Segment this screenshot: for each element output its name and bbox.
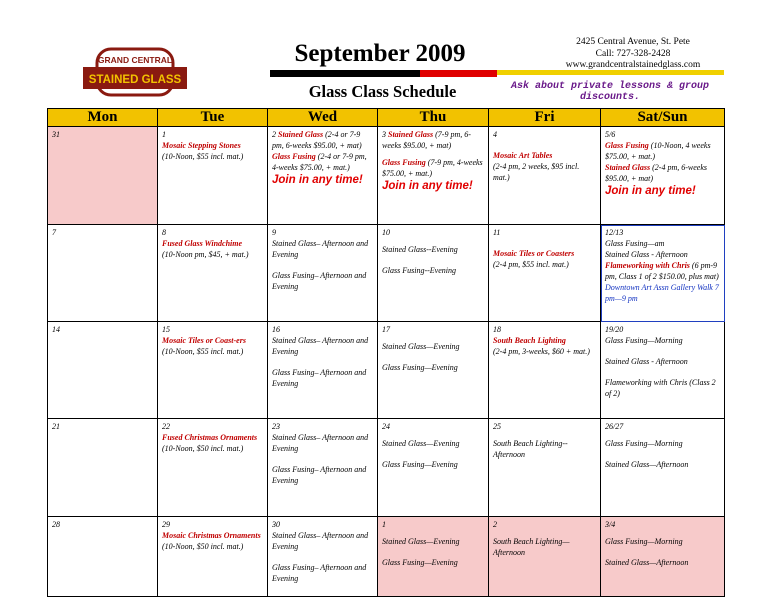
day-cell: 23 Stained Glass– Afternoon and Evening Glass Fusing– Afternoon and Evening — [268, 419, 378, 517]
day-cell: 8 Fused Glass Windchime (10-Noon pm, $45, + mat.) — [158, 225, 268, 322]
day-cell: 3 Stained Glass (7-9 pm, 6-weeks $95.00, + mat) Glass Fusing (7-9 pm, 4-weeks $75.00, + mat.) Join in any time! — [378, 127, 489, 225]
header-wed: Wed — [268, 109, 378, 127]
week-row — [48, 517, 725, 597]
calendar-table — [47, 108, 725, 597]
header-tue: Tue — [158, 109, 268, 127]
week-row — [48, 127, 725, 225]
title-rule-right — [497, 70, 724, 75]
week-row — [48, 419, 725, 517]
day-cell: 30 Stained Glass– Afternoon and Evening Glass Fusing– Afternoon and Evening — [268, 517, 378, 597]
week-row — [48, 225, 725, 322]
day-cell: 26/27 Glass Fusing—Morning Stained Glass—Afternoon — [601, 419, 725, 517]
day-cell: 19/20 Glass Fusing—Morning Stained Glass - Afternoon Flameworking with Chris (Class 2 of 2) — [601, 322, 725, 419]
private-lessons-note: Ask about private lessons & group discounts. — [510, 81, 710, 103]
day-cell: 14 — [48, 322, 158, 419]
day-cell: 25 South Beach Lighting--Afternoon — [489, 419, 601, 517]
header-satsun: Sat/Sun — [601, 109, 725, 127]
day-cell: 22 Fused Christmas Ornaments (10-Noon, $50 incl. mat.) — [158, 419, 268, 517]
day-cell: 12/13 Glass Fusing—am Stained Glass - Afternoon Flameworking with Chris (6 pm-9 pm, Class 1 of 2 $150.00, plus mat) Downtown Art Assn Gallery Walk 7 pm—9 pm — [601, 225, 725, 322]
join-anytime-note: Join in any time! — [605, 185, 696, 197]
weekday-header-row — [48, 109, 725, 127]
store-address: 2425 Central Avenue, St. Pete Call: 727-328-2428 www.grandcentralstainedglass.com — [565, 37, 701, 70]
title-rule — [270, 70, 497, 77]
join-anytime-note: Join in any time! — [272, 174, 363, 186]
day-cell: 31 — [48, 127, 158, 225]
header-fri: Fri — [489, 109, 601, 127]
day-cell: 11 Mosaic Tiles or Coasters (2-4 pm, $55 incl. mat.) — [489, 225, 601, 322]
header-mon: Mon — [48, 109, 158, 127]
schedule-subtitle: Glass Class Schedule — [308, 82, 457, 101]
day-cell: 3/4 Glass Fusing—Morning Stained Glass—Afternoon — [601, 517, 725, 597]
day-cell: 2 South Beach Lighting—Afternoon — [489, 517, 601, 597]
day-cell: 7 — [48, 225, 158, 322]
day-cell: 5/6 Glass Fusing (10-Noon, 4 weeks $75.00, + mat.) Stained Glass (2-4 pm, 6-weeks $95.00, + mat) Join in any time! — [601, 127, 725, 225]
logo-text-top: GRAND CENTRAL — [97, 55, 173, 65]
day-cell: 2 Stained Glass (2-4 or 7-9 pm, 6-weeks $95.00, + mat) Glass Fusing (2-4 or 7-9 pm, 4-weeks $75.00, + mat.) Join in any time! — [268, 127, 378, 225]
week-row — [48, 322, 725, 419]
day-cell: 21 — [48, 419, 158, 517]
page-title: September 2009 — [294, 40, 466, 67]
day-cell: 24 Stained Glass—Evening Glass Fusing—Evening — [378, 419, 489, 517]
day-cell: 9 Stained Glass– Afternoon and Evening Glass Fusing– Afternoon and Evening — [268, 225, 378, 322]
grand-central-logo — [83, 47, 187, 99]
day-cell: 18 South Beach Lighting (2-4 pm, 3-weeks, $60 + mat.) — [489, 322, 601, 419]
day-cell: 1 Mosaic Stepping Stones (10-Noon, $55 incl. mat.) — [158, 127, 268, 225]
day-cell: 1 Stained Glass—Evening Glass Fusing—Evening — [378, 517, 489, 597]
header-thu: Thu — [378, 109, 489, 127]
day-cell: 4 Mosaic Art Tables (2-4 pm, 2 weeks, $95 incl. mat.) — [489, 127, 601, 225]
day-cell: 28 — [48, 517, 158, 597]
day-cell: 16 Stained Glass– Afternoon and Evening Glass Fusing– Afternoon and Evening — [268, 322, 378, 419]
logo-text-bottom: STAINED GLASS — [88, 74, 182, 86]
day-cell: 29 Mosaic Christmas Ornaments (10-Noon, $50 incl. mat.) — [158, 517, 268, 597]
day-cell: 15 Mosaic Tiles or Coast-ers (10-Noon, $55 incl. mat.) — [158, 322, 268, 419]
join-anytime-note: Join in any time! — [382, 180, 473, 192]
day-cell: 17 Stained Glass—Evening Glass Fusing—Evening — [378, 322, 489, 419]
day-cell: 10 Stained Glass--Evening Glass Fusing--Evening — [378, 225, 489, 322]
